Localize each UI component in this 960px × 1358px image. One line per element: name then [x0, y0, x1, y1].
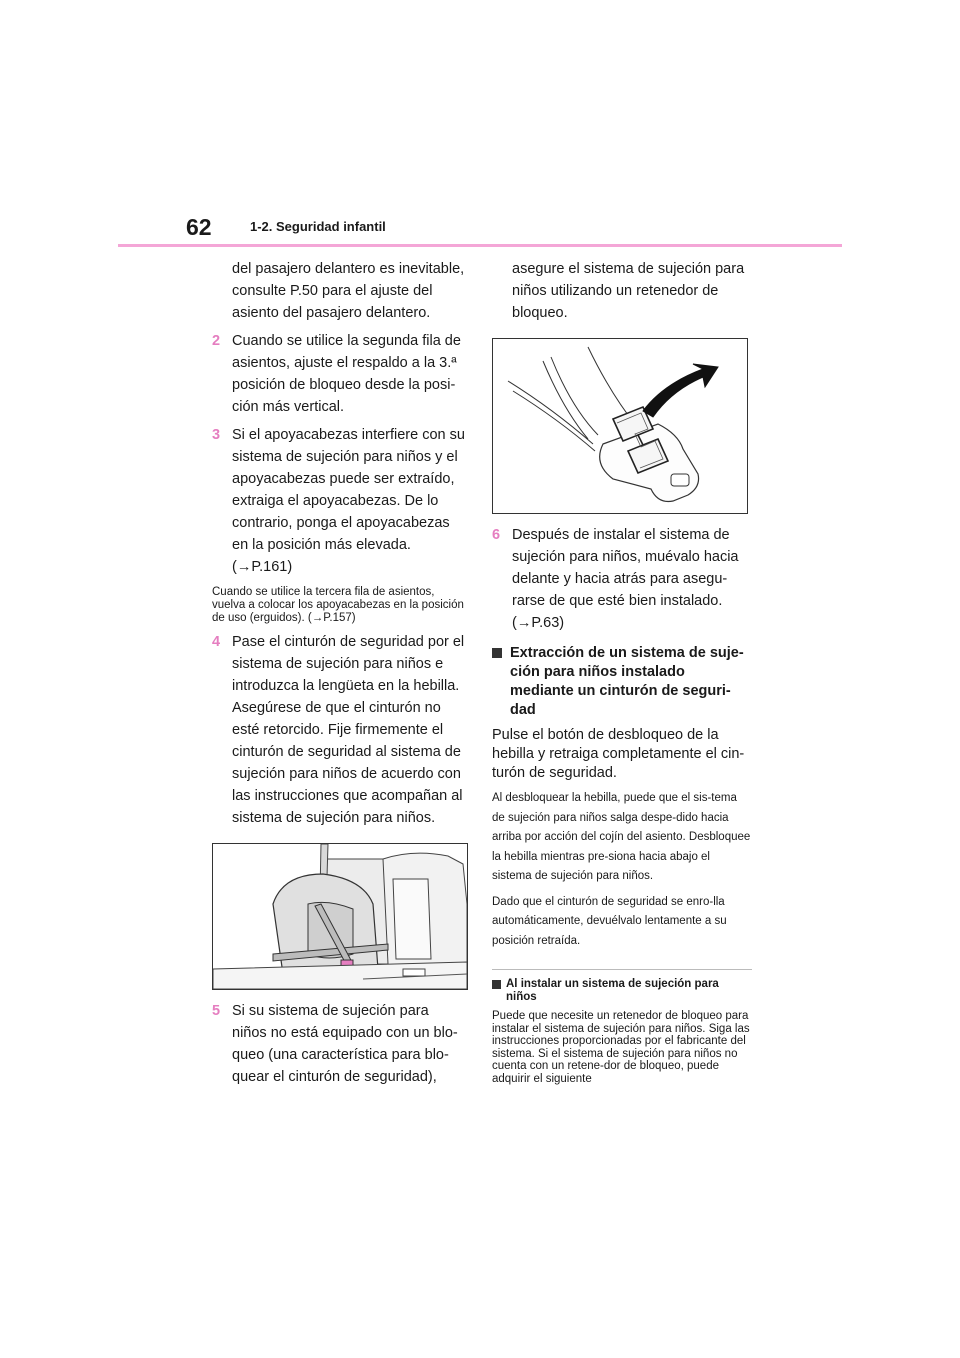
step-2 [212, 330, 468, 418]
step-number: 5 [212, 1003, 221, 1019]
removal-note-2: Dado que el cinturón de seguridad se enro-lla automáticamente, devuélvalo lentamente a su posición retraída. [492, 895, 727, 947]
text-line: niños utilizando un retenedor de [512, 283, 719, 299]
child-seat-drawing [213, 844, 467, 989]
step-number: 2 [212, 333, 221, 349]
header-rule [118, 244, 842, 247]
text-line: sujeción para niños de acuerdo con [232, 766, 461, 782]
text-line: extraiga el apoyacabezas. De lo [232, 493, 439, 509]
text-line: sistema de sujeción para niños y el [232, 449, 458, 465]
step-number: 3 [212, 427, 221, 443]
sub-heading-text: Al instalar un sistema de sujeción para niños [506, 978, 719, 1003]
text-line: Si el apoyacabezas interfiere con su [232, 427, 465, 443]
heading-text: Extracción de un sistema de suje-ción para niños instalado mediante un cinturón de seguri-dad [510, 645, 744, 718]
text-line: sistema de sujeción para niños. [232, 810, 436, 826]
text-line: delante y hacia atrás para asegu- [512, 571, 728, 587]
step-4 [212, 631, 468, 829]
step-3 [212, 424, 468, 578]
text-line: quear el cinturón de seguridad), [232, 1069, 437, 1085]
text-line: apoyacabezas puede ser extraído, [232, 471, 455, 487]
removal-note-1: Al desbloquear la hebilla, puede que el sis-tema de sujeción para niños salga despe-dido hacia arriba por acción del cojín del asiento. Desbloquee la hebilla mientras pre-siona hacia abajo el sistema de sujeción para niños. [492, 792, 751, 882]
locking-clip-drawing [493, 339, 747, 513]
child-seat-illustration [212, 843, 468, 990]
left-column [212, 258, 468, 1088]
text-line: asegure el sistema de sujeción para [512, 261, 745, 277]
removal-heading [492, 644, 752, 720]
text-line: esté retorcido. Fije firmemente el [232, 722, 444, 738]
text-line: ción más vertical. [232, 399, 345, 415]
locking-clip-illustration [492, 338, 748, 514]
text-line: en la posición más elevada. [232, 537, 411, 553]
page-reference: (→P.161) [232, 559, 293, 575]
text-line: niños no está equipado con un blo- [232, 1025, 458, 1041]
removal-body: Pulse el botón de desbloqueo de la hebilla y retraiga completamente el cin-turón de seguridad. [492, 727, 745, 781]
text-line: rarse de que esté bien instalado. [512, 593, 723, 609]
install-sub-heading [492, 978, 752, 1004]
page-reference: (→P.63) [512, 615, 565, 631]
text-line: asiento del pasajero delantero. [232, 305, 431, 321]
step-number: 6 [492, 527, 501, 543]
text-line: queo (una característica para blo- [232, 1047, 449, 1063]
install-sub-body: Puede que necesite un retenedor de bloqueo para instalar el sistema de sujeción para niños. Siga las instrucciones proporcionadas por el fabricante del sistema. Si el sistema de sujeción para niños no cuenta con un retene-dor de bloqueo, puede adquirir el siguiente [492, 1010, 750, 1085]
square-bullet-icon [492, 648, 502, 658]
page-number: 62 [186, 214, 212, 240]
text-line: posición de bloqueo desde la posi- [232, 377, 456, 393]
text-line: consulte P.50 para el ajuste del [232, 283, 433, 299]
continued-text [212, 258, 468, 324]
step-number: 4 [212, 634, 221, 650]
text-line: sujeción para niños, muévalo hacia [512, 549, 739, 565]
text-line: Pase el cinturón de seguridad por el [232, 634, 465, 650]
text-line: del pasajero delantero es inevitable, [232, 261, 465, 277]
text-line: Después de instalar el sistema de [512, 527, 730, 543]
text-line: introduzca la lengüeta en la hebilla. [232, 678, 460, 694]
step-5 [212, 1000, 468, 1088]
text-line: contrario, ponga el apoyacabezas [232, 515, 450, 531]
text-line: asientos, ajuste el respaldo a la 3.ª [232, 355, 457, 371]
text-line: las instrucciones que acompañan al [232, 788, 463, 804]
text-line: bloqueo. [512, 305, 568, 321]
step-6 [492, 524, 752, 634]
continued-text [492, 258, 752, 324]
text-line: sistema de sujeción para niños e [232, 656, 444, 672]
text-line: Asegúrese de que el cinturón no [232, 700, 441, 716]
right-column [492, 258, 752, 1085]
square-bullet-icon [492, 980, 501, 989]
text-line: Si su sistema de sujeción para [232, 1003, 429, 1019]
text-line: Cuando se utilice la segunda fila de [232, 333, 461, 349]
text-line: cinturón de seguridad al sistema de [232, 744, 461, 760]
divider [492, 969, 752, 970]
section-title: 1-2. Seguridad infantil [250, 219, 386, 234]
note-text: Cuando se utilice la tercera fila de asientos, vuelva a colocar los apoyacabezas en la posición de uso (erguidos). (→P.157) [212, 586, 464, 624]
